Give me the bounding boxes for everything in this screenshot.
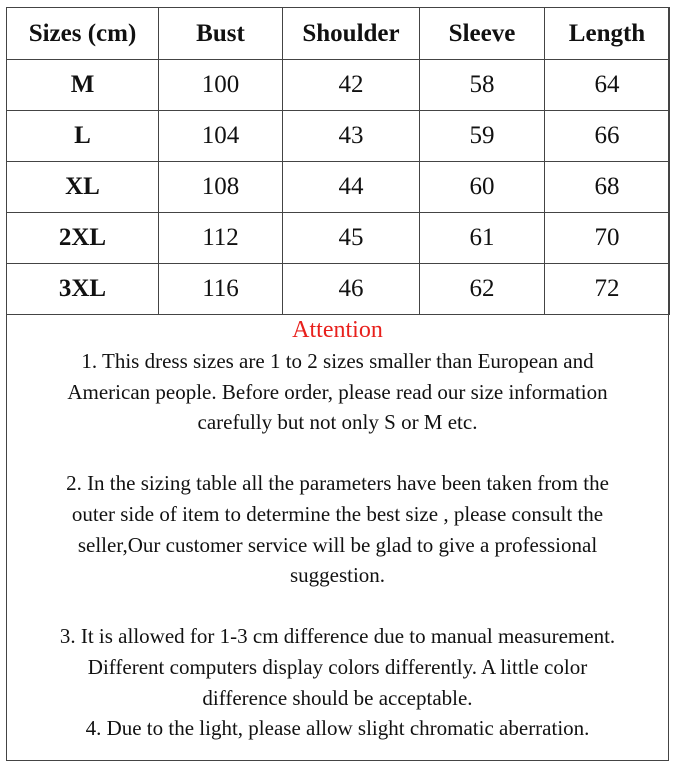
note-2-line: suggestion.: [289, 563, 386, 588]
length-cell: 70: [545, 213, 670, 264]
shoulder-cell: 45: [283, 213, 420, 264]
table-header-row: [7, 8, 670, 60]
size-cell: 3XL: [7, 264, 159, 315]
bust-cell: 100: [159, 60, 283, 111]
table-row: [7, 162, 670, 213]
length-cell: 72: [545, 264, 670, 315]
header-bust: Bust: [159, 8, 283, 60]
table-row: [7, 60, 670, 111]
header-shoulder: Shoulder: [283, 8, 420, 60]
length-cell: 68: [545, 162, 670, 213]
note-1-line: 1. This dress sizes are 1 to 2 sizes smaller than European and: [81, 349, 594, 373]
table-row: [7, 111, 670, 162]
size-cell: XL: [7, 162, 159, 213]
header-sleeve: Sleeve: [420, 8, 545, 60]
sleeve-cell: 59: [420, 111, 545, 162]
shoulder-cell: 42: [283, 60, 420, 111]
note-spacer: [6, 438, 669, 469]
size-cell: 2XL: [7, 213, 159, 264]
note-3-line: Different computers display colors differently. A little color: [87, 654, 588, 679]
size-table: [6, 7, 670, 315]
note-4-line: 4. Due to the light, please allow slight chromatic aberration.: [85, 716, 590, 741]
note-2-line: seller,Our customer service will be glad to give a professional: [77, 532, 598, 557]
header-length: Length: [545, 8, 670, 60]
note-1-line: American people. Before order, please read our size information: [67, 379, 608, 404]
header-size: Sizes (cm): [7, 8, 159, 60]
size-cell: L: [7, 111, 159, 162]
note-spacer: [6, 591, 669, 622]
bust-cell: 104: [159, 111, 283, 162]
bust-cell: 116: [159, 264, 283, 315]
sleeve-cell: 62: [420, 264, 545, 315]
sleeve-cell: 60: [420, 162, 545, 213]
shoulder-cell: 43: [283, 111, 420, 162]
sleeve-cell: 61: [420, 213, 545, 264]
note-2-line: 2. In the sizing table all the parameters have been taken from the: [66, 471, 609, 496]
note-2-line: outer side of item to determine the best size , please consult the: [71, 501, 604, 526]
note-3-line: 3. It is allowed for 1-3 cm difference due to manual measurement.: [59, 624, 616, 649]
size-cell: M: [7, 60, 159, 111]
bust-cell: 108: [159, 162, 283, 213]
note-3-line: difference should be acceptable.: [202, 685, 473, 710]
note-1-line: carefully but not only S or M etc.: [197, 410, 478, 435]
length-cell: 64: [545, 60, 670, 111]
attention-notes: [6, 314, 669, 744]
sleeve-cell: 58: [420, 60, 545, 111]
shoulder-cell: 44: [283, 162, 420, 213]
attention-title: Attention: [292, 317, 383, 343]
shoulder-cell: 46: [283, 264, 420, 315]
table-row: [7, 213, 670, 264]
length-cell: 66: [545, 111, 670, 162]
bust-cell: 112: [159, 213, 283, 264]
table-row: [7, 264, 670, 315]
